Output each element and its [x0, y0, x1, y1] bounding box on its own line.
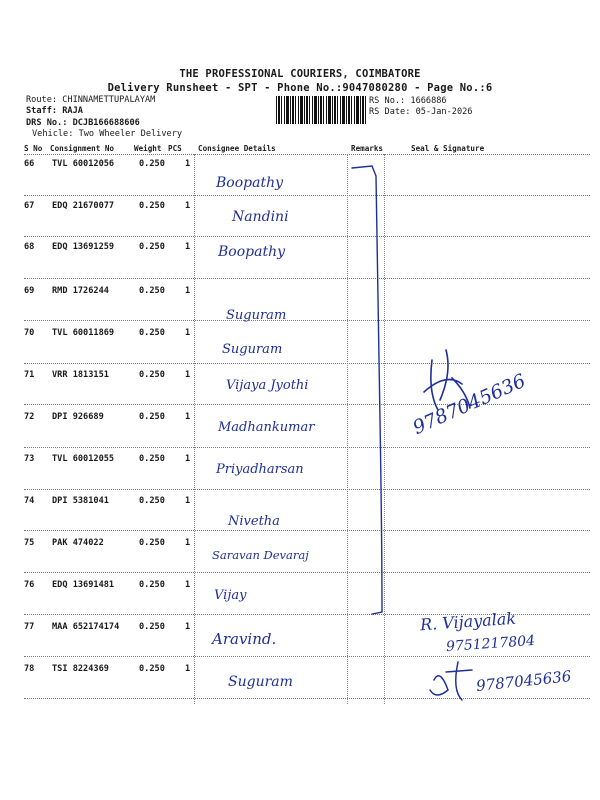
row-weight: 0.250	[139, 412, 165, 422]
row-sno: 66	[24, 159, 35, 169]
row-weight: 0.250	[139, 159, 165, 169]
col-weight: Weight	[134, 144, 162, 153]
row-weight: 0.250	[139, 622, 165, 632]
row-consignment: DPI 926689	[52, 412, 104, 422]
row-consignment: EDQ 13691259	[52, 242, 115, 252]
row-consignment: VRR 1813151	[52, 370, 109, 380]
row-pcs: 1	[185, 412, 191, 422]
row-consignee-handwritten: Suguram	[228, 674, 293, 690]
row-pcs: 1	[185, 159, 191, 169]
row-consignment: TSI 8224369	[52, 664, 109, 674]
row-consignee-handwritten: Suguram	[222, 342, 283, 357]
row-weight: 0.250	[139, 201, 165, 211]
row-sno: 76	[24, 580, 35, 590]
row-sno: 73	[24, 454, 35, 464]
drs-label: DRS No.: DCJB166688606	[26, 118, 140, 128]
row-consignment: MAA 652174174	[52, 622, 120, 632]
signature-phone-2: 9751217804	[445, 632, 536, 656]
col-pcs: PCS	[168, 144, 182, 153]
row-consignee-handwritten: Suguram	[226, 308, 287, 323]
row-pcs: 1	[185, 454, 191, 464]
row-consignment: TVL 60011869	[52, 328, 115, 338]
row-consignee-handwritten: Nandini	[232, 209, 289, 225]
row-pcs: 1	[185, 286, 191, 296]
row-sno: 67	[24, 201, 35, 211]
signature-name-2: R. Vijayalak	[419, 608, 517, 635]
row-pcs: 1	[185, 496, 191, 506]
row-weight: 0.250	[139, 454, 165, 464]
row-pcs: 1	[185, 242, 191, 252]
row-sno: 75	[24, 538, 35, 548]
row-sno: 77	[24, 622, 35, 632]
row-consignee-handwritten: Vijay	[214, 588, 247, 603]
signature-phone-1: 9787045636	[409, 369, 529, 440]
runsheet-title: Delivery Runsheet - SPT - Phone No.:9047080280 - Page No.:6	[107, 82, 493, 94]
rs-date: RS Date: 05-Jan-2026	[369, 107, 473, 117]
row-sno: 68	[24, 242, 35, 252]
row-sno: 69	[24, 286, 35, 296]
row-weight: 0.250	[139, 538, 165, 548]
col-sno: S No	[24, 144, 43, 153]
row-consignee-handwritten: Boopathy	[218, 244, 286, 260]
row-consignment: DPI 5381041	[52, 496, 109, 506]
row-pcs: 1	[185, 580, 191, 590]
row-pcs: 1	[185, 201, 191, 211]
col-seal-signature: Seal & Signature	[411, 144, 485, 153]
row-pcs: 1	[185, 664, 191, 674]
row-consignee-handwritten: Aravind.	[212, 630, 277, 648]
row-weight: 0.250	[139, 496, 165, 506]
route-label: Route: CHINNAMETTUPALAYAM	[26, 95, 156, 105]
row-weight: 0.250	[139, 242, 165, 252]
row-consignee-handwritten: Priyadharsan	[216, 462, 304, 477]
row-consignee-handwritten: Madhankumar	[218, 420, 315, 435]
row-consignee-handwritten: Boopathy	[216, 175, 284, 191]
row-sno: 74	[24, 496, 35, 506]
row-consignment: TVL 60012055	[52, 454, 115, 464]
row-weight: 0.250	[139, 580, 165, 590]
row-pcs: 1	[185, 370, 191, 380]
row-consignment: EDQ 21670077	[52, 201, 115, 211]
staff-label: Staff: RAJA	[26, 106, 83, 116]
col-consignment: Consignment No	[50, 144, 115, 153]
col-remarks: Remarks	[351, 144, 384, 153]
row-consignee-handwritten: Nivetha	[228, 514, 280, 529]
col-consignee: Consignee Details	[198, 144, 276, 153]
row-consignment: RMD 1726244	[52, 286, 109, 296]
row-consignment: EDQ 13691481	[52, 580, 115, 590]
row-consignee-handwritten: Vijaya Jyothi	[226, 378, 309, 393]
vehicle-label: Vehicle: Two Wheeler Delivery	[32, 129, 183, 139]
row-sno: 71	[24, 370, 35, 380]
row-weight: 0.250	[139, 328, 165, 338]
company-title: THE PROFESSIONAL COURIERS, COIMBATORE	[179, 68, 421, 80]
row-weight: 0.250	[139, 286, 165, 296]
row-pcs: 1	[185, 538, 191, 548]
row-consignment: PAK 474022	[52, 538, 104, 548]
row-pcs: 1	[185, 328, 191, 338]
row-sno: 72	[24, 412, 35, 422]
row-consignee-handwritten: Saravan Devaraj	[212, 548, 309, 562]
rs-number: RS No.: 1666886	[369, 96, 447, 106]
row-pcs: 1	[185, 622, 191, 632]
row-weight: 0.250	[139, 370, 165, 380]
row-sno: 70	[24, 328, 35, 338]
row-sno: 78	[24, 664, 35, 674]
row-weight: 0.250	[139, 664, 165, 674]
signature-phone-3: 9787045636	[475, 667, 573, 695]
row-consignment: TVL 60012056	[52, 159, 115, 169]
